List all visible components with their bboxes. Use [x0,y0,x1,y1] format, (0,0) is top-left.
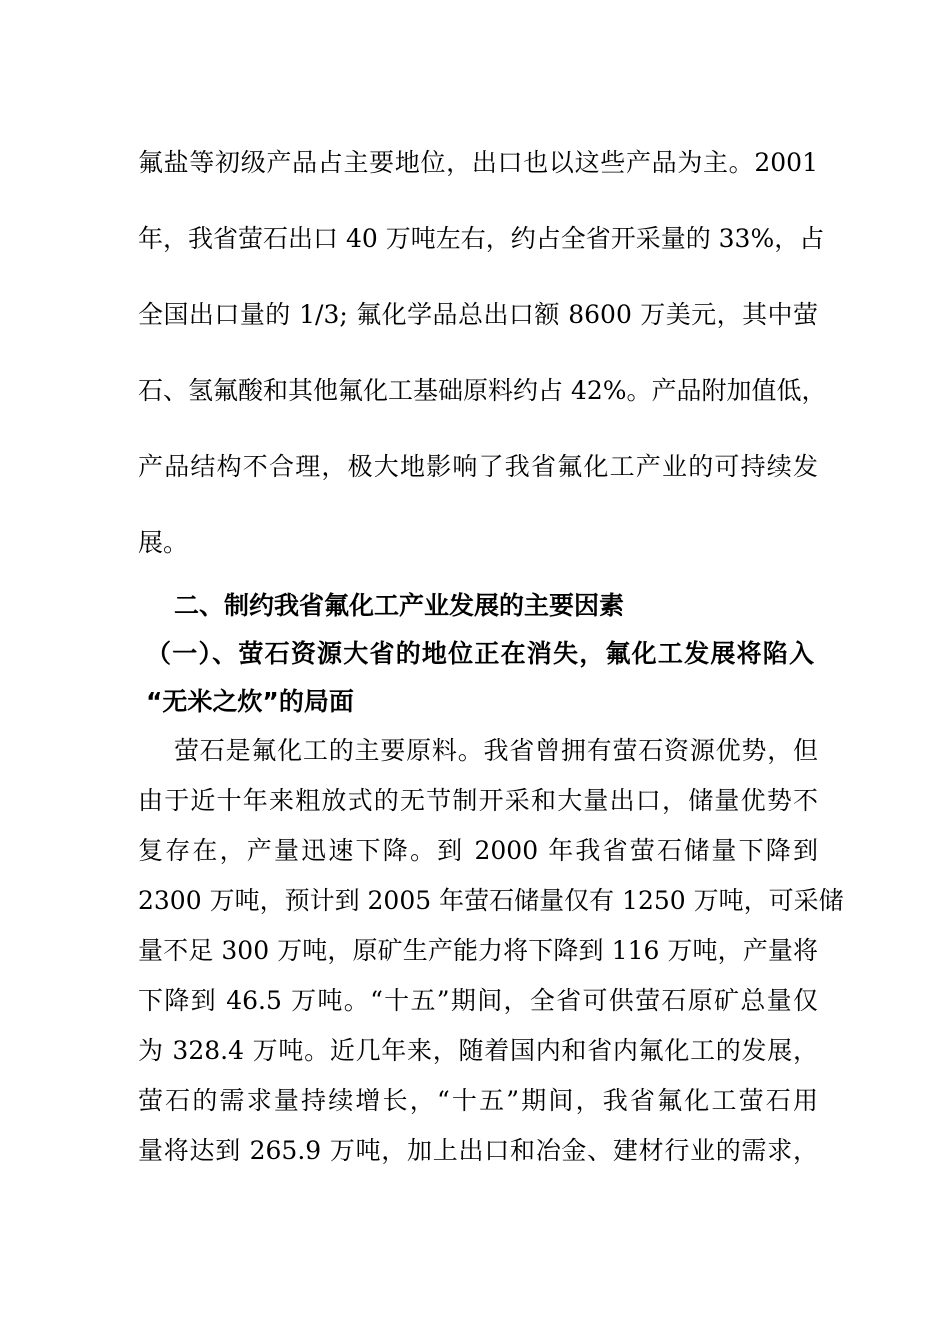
paragraph-line: 萤石的需求量持续增长，“十五”期间，我省氟化工萤石用 [138,1086,818,1115]
paragraph-line: 氟盐等初级产品占主要地位，出口也以这些产品为主。2001 [138,148,818,177]
paragraph-line: 由于近十年来粗放式的无节制开采和大量出口，储量优势不 [138,786,818,815]
subsection-heading-line: “无米之炊”的局面 [146,687,354,716]
paragraph-line: 年，我省萤石出口 40 万吨左右，约占全省开采量的 33%，占 [138,224,825,253]
paragraph-line: 为 328.4 万吨。近几年来，随着国内和省内氟化工的发展， [138,1036,818,1065]
subsection-heading-line: （一）、萤石资源大省的地位正在消失，氟化工发展将陷入 [146,639,814,668]
paragraph-line: 全国出口量的 1/3; 氟化学品总出口额 8600 万美元，其中萤 [138,300,818,329]
paragraph-line: 量不足 300 万吨，原矿生产能力将下降到 116 万吨，产量将 [138,936,818,965]
paragraph-line: 产品结构不合理，极大地影响了我省氟化工产业的可持续发 [138,452,818,481]
paragraph-line: 展。 [138,528,189,557]
paragraph-line: 萤石是氟化工的主要原料。我省曾拥有萤石资源优势，但 [174,736,818,765]
paragraph-line: 复存在，产量迅速下降。到 2000 年我省萤石储量下降到 [138,836,818,865]
section-heading: 二、制约我省氟化工产业发展的主要因素 [174,591,625,620]
paragraph-line: 石、氢氟酸和其他氟化工基础原料约占 42%。产品附加值低， [138,376,827,405]
paragraph-line: 2300 万吨，预计到 2005 年萤石储量仅有 1250 万吨，可采储 [138,886,844,915]
paragraph-line: 下降到 46.5 万吨。“十五”期间，全省可供萤石原矿总量仅 [138,986,818,1015]
paragraph-line: 量将达到 265.9 万吨，加上出口和冶金、建材行业的需求， [138,1136,818,1165]
